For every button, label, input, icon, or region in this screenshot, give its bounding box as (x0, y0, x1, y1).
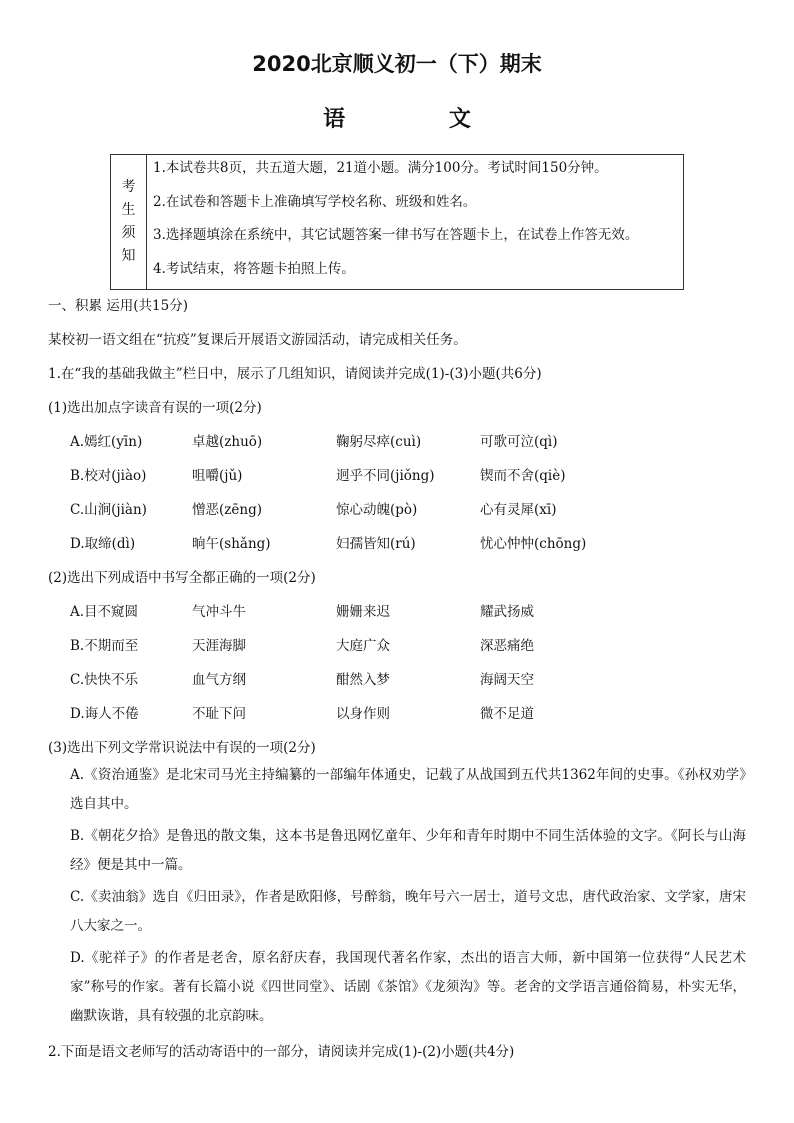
option-cell: C.山涧(jiàn) (70, 502, 147, 518)
option-cell: B.不期而至 (70, 638, 139, 654)
option-cell: 酣然入梦 (336, 672, 390, 688)
notice-label-char: 生 (121, 202, 136, 218)
option-cell: 血气方纲 (192, 672, 246, 688)
option-cell: 卓越(zhuō) (192, 434, 263, 450)
exam-notice-box (110, 154, 684, 290)
literature-option-a: A.《资治通鉴》是北宋司马光主持编纂的一部编年体通史，记载了从战国到五代共1362年间的史事。《孙权劝学》选自其中。 (70, 767, 746, 812)
option-cell: D.取缔(dì) (70, 536, 136, 552)
option-cell: 大庭广众 (336, 638, 390, 654)
option-cell: 以身作则 (336, 706, 390, 722)
exam-title: 2020北京顺义初一（下）期末 (252, 52, 542, 76)
option-cell: C.快快不乐 (70, 672, 139, 688)
option-row-a (70, 600, 770, 620)
option-cell: A.嫣红(yīn) (70, 434, 143, 450)
option-cell: 耀武扬威 (480, 604, 534, 620)
option-cell: D.诲人不倦 (70, 706, 139, 722)
option-cell: 忧心忡忡(chōng) (480, 536, 587, 552)
option-cell: 晌午(shǎng) (192, 536, 271, 552)
option-row-c (70, 498, 770, 518)
option-cell: 姗姗来迟 (336, 604, 390, 620)
notice-item: 4.考试结束，将答题卡拍照上传。 (153, 260, 355, 277)
question-1-2-stem: (2)选出下列成语中书写全都正确的一项(2分) (48, 570, 316, 586)
subject-title: 语 文 (323, 107, 519, 132)
option-cell: 惊心动魄(pò) (336, 502, 418, 518)
notice-items (147, 155, 683, 289)
option-row-b (70, 634, 770, 654)
section-heading: 一、积累 运用(共15分) (48, 298, 189, 314)
option-row-c (70, 668, 770, 688)
option-cell: 迥乎不同(jiǒng) (336, 468, 435, 484)
notice-item: 2.在试卷和答题卡上准确填写学校名称、班级和姓名。 (153, 193, 477, 210)
section-intro: 某校初一语文组在“抗疫”复课后开展语文游园活动，请完成相关任务。 (48, 332, 467, 348)
option-row-a (70, 430, 770, 450)
option-cell: 不耻下问 (192, 706, 246, 722)
option-cell: 憎恶(zēng) (192, 502, 262, 518)
notice-label (111, 155, 147, 289)
notice-label-char: 知 (121, 248, 136, 264)
notice-label-char: 须 (121, 225, 136, 241)
question-2-stem: 2.下面是语文老师写的活动寄语中的一部分，请阅读并完成(1)-(2)小题(共4分) (48, 1044, 515, 1060)
option-cell: 微不足道 (480, 706, 534, 722)
option-cell: 天涯海脚 (192, 638, 246, 654)
option-cell: 气冲斗牛 (192, 604, 246, 620)
option-cell: 锲而不舍(qiè) (480, 468, 566, 484)
notice-item: 1.本试卷共8页，共五道大题，21道小题。满分100分。考试时间150分钟。 (153, 160, 608, 176)
question-1-1-stem: (1)选出加点字读音有误的一项(2分) (48, 400, 262, 416)
option-row-d (70, 532, 770, 552)
literature-option-c: C.《卖油翁》选自《归田录》，作者是欧阳修，号醉翁，晚年号六一居士，道号文忠，唐代政治家、文学家，唐宋八大家之一。 (70, 889, 746, 934)
literature-option-d: D.《驼祥子》的作者是老舍，原名舒庆春，我国现代著名作家，杰出的语言大师，新中国第一位获得“人民艺术家”称号的作家。著有长篇小说《四世同堂》、话剧《茶馆》《龙须沟》等。老舍的文学语言通俗简易，朴实无华，幽默诙谐，具有较强的北京韵味。 (70, 950, 746, 1024)
option-cell: 咀嚼(jǔ) (192, 468, 243, 484)
question-1-stem: 1.在“我的基础我做主”栏日中，展示了几组知识，请阅读并完成(1)-(3)小题(共6分) (48, 366, 542, 382)
option-cell: B.校对(jiào) (70, 468, 147, 484)
option-row-d (70, 702, 770, 722)
notice-label-char: 考 (121, 179, 136, 195)
option-cell: 心有灵犀(xī) (480, 502, 557, 518)
option-cell: 可歌可泣(qì) (480, 434, 558, 450)
notice-item: 3.选择题填涂在系统中，其它试题答案一律书写在答题卡上，在试卷上作答无效。 (153, 227, 639, 243)
question-1-3-stem: (3)选出下列文学常识说法中有误的一项(2分) (48, 740, 316, 756)
option-cell: 鞠躬尽瘁(cuì) (336, 434, 422, 450)
option-cell: 妇孺皆知(rú) (336, 536, 416, 552)
option-row-b (70, 464, 770, 484)
option-cell: 海阔天空 (480, 672, 534, 688)
option-cell: 深恶痛绝 (480, 638, 534, 654)
option-cell: A.目不窥圆 (70, 604, 139, 620)
literature-option-b: B.《朝花夕拾》是鲁迅的散文集，这本书是鲁迅网忆童年、少年和青年时期中不同生活体验的文字。《阿长与山海经》便是其中一篇。 (70, 828, 746, 873)
